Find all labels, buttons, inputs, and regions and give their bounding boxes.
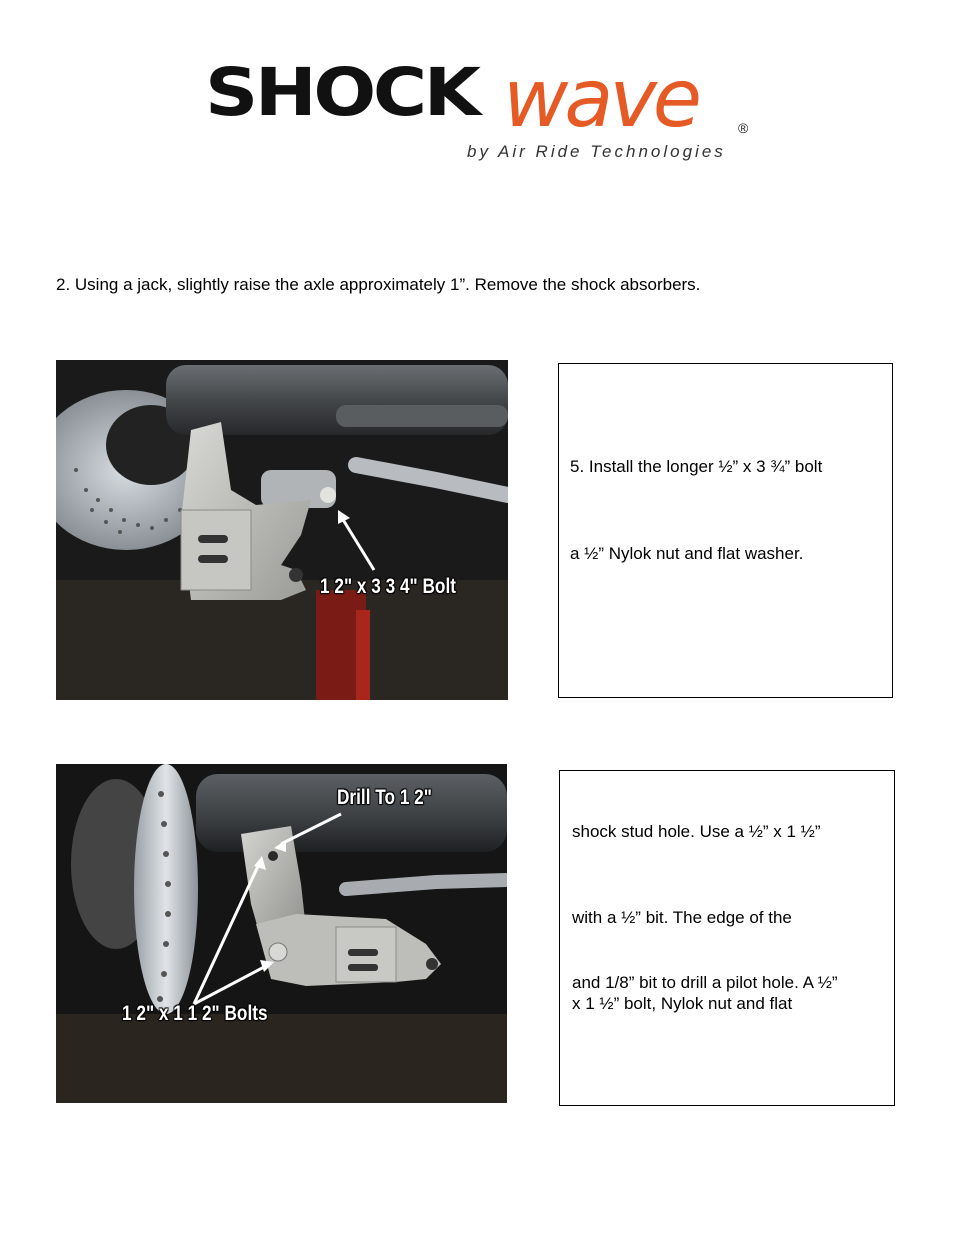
box-2-line-2: with a ½” bit. The edge of the [572, 908, 792, 927]
bolts-callout-label: 1 2" x 1 1 2" Bolts [122, 1002, 268, 1025]
photo-1-illustration [56, 360, 508, 700]
drill-instruction-text-box [559, 770, 895, 1106]
drill-callout-label: Drill To 1 2" [337, 786, 432, 809]
box-2-line-1: shock stud hole. Use a ½” x 1 ½” [572, 822, 821, 841]
photo-drill-bracket [56, 764, 507, 1103]
step-2-instruction: 2. Using a jack, slightly raise the axle approximately 1”. Remove the shock absorbers. [56, 275, 701, 294]
step-5-line-2: a ½” Nylok nut and flat washer. [570, 544, 804, 563]
step-5-text-box [558, 363, 893, 698]
bolt-callout-label: 1 2" x 3 3 4" Bolt [320, 575, 456, 598]
photo-2-illustration [56, 764, 507, 1103]
logo-wave-text: wave [503, 52, 699, 145]
step-5-line-1: 5. Install the longer ½” x 3 ¾” bolt [570, 457, 823, 476]
photo-bolt-install [56, 360, 508, 700]
logo-shock-text: SHOCK [205, 54, 478, 131]
box-2-line-3: and 1/8” bit to drill a pilot hole. A ½” [572, 973, 838, 992]
registered-mark: ® [738, 120, 749, 136]
shockwave-logo [205, 52, 765, 170]
logo-byline: by Air Ride Technologies [467, 142, 726, 161]
box-2-line-4: x 1 ½” bolt, Nylok nut and flat [572, 994, 793, 1013]
